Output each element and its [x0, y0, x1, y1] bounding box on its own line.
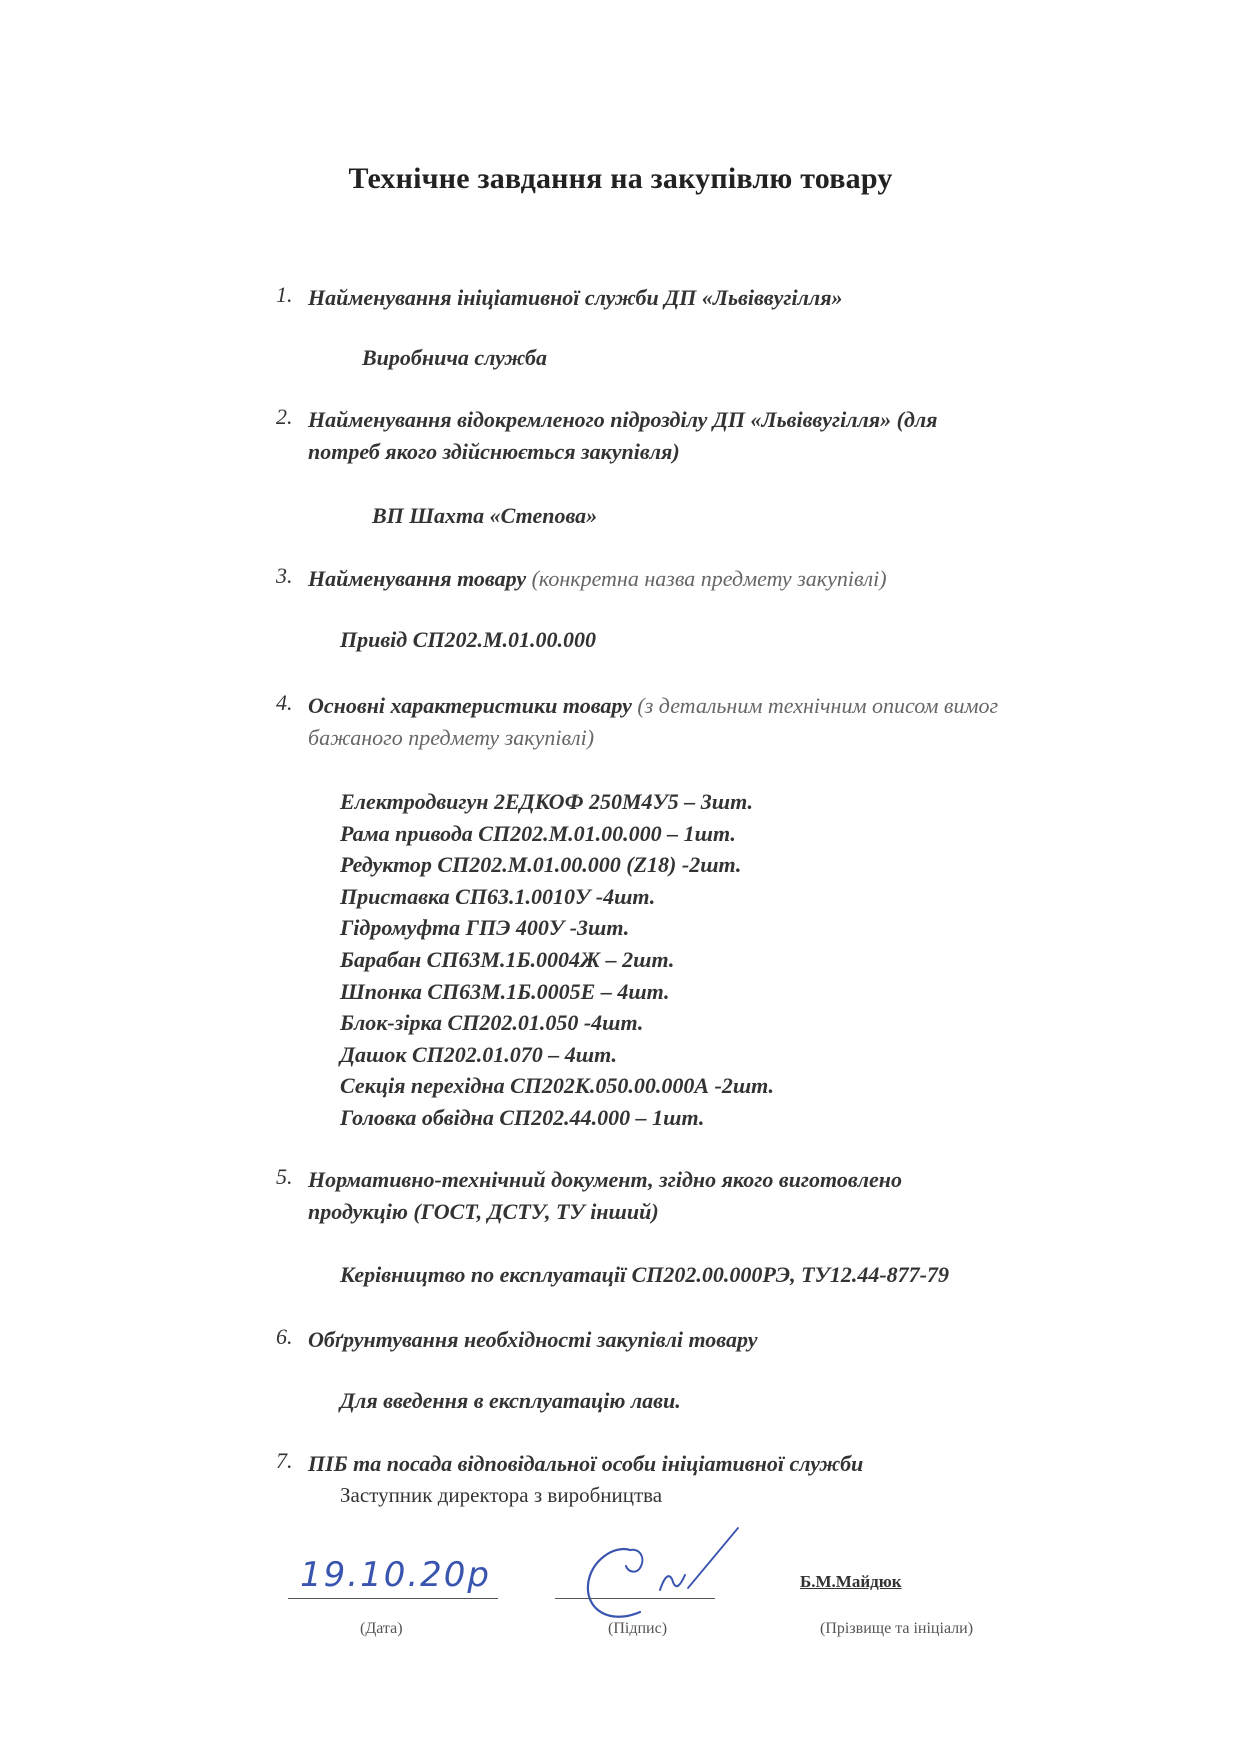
section-note-line-1: (з детальним технічним описом вимог — [637, 693, 999, 718]
document-title: Технічне завдання на закупівлю товару — [348, 162, 893, 195]
section-heading: Обґрунтування необхідності закупівлі товару — [308, 1327, 758, 1352]
section-heading-line-1: Найменування відокремленого підрозділу ДП «Львіввугілля» (для — [308, 407, 938, 432]
characteristics-list — [340, 786, 774, 1134]
signature-line — [555, 1598, 715, 1599]
section-4 — [276, 690, 1168, 754]
section-2-value: ВП Шахта «Степова» — [372, 503, 598, 528]
section-7 — [276, 1448, 1168, 1480]
signature-image — [570, 1520, 770, 1630]
section-note: (конкретна назва предмету закупівлі) — [531, 566, 887, 591]
list-item: Редуктор СП202.М.01.00.000 (Z18) -2шт. — [340, 852, 742, 878]
list-item: Секція перехідна СП202К.050.00.000А -2шт. — [340, 1073, 775, 1099]
date-line — [288, 1598, 498, 1599]
section-number: 6. — [276, 1324, 293, 1349]
list-item: Дашок СП202.01.070 – 4шт. — [340, 1041, 617, 1067]
section-number: 2. — [276, 404, 293, 429]
section-1 — [276, 282, 1168, 314]
name-caption: (Прізвище та ініціали) — [820, 1620, 974, 1637]
list-item: Гідромуфта ГПЭ 400У -3шт. — [340, 915, 630, 941]
section-heading: Найменування ініціативної служби ДП «Львіввугілля» — [308, 285, 843, 310]
section-heading-line-2: потреб якого здійснюється закупівля) — [308, 439, 680, 464]
section-number: 4. — [276, 690, 293, 715]
section-heading: ПІБ та посада відповідальної особи ініціативної служби — [308, 1451, 864, 1476]
list-item: Рама привода СП202.М.01.00.000 – 1шт. — [340, 820, 736, 846]
list-item: Шпонка СП63М.1Б.0005Е – 4шт. — [340, 978, 670, 1004]
section-6-value: Для введення в експлуатацію лави. — [340, 1388, 681, 1413]
section-5 — [276, 1164, 1168, 1228]
section-5-value: Керівництво по експлуатації СП202.00.000РЭ, ТУ12.44-877-79 — [340, 1262, 950, 1287]
signature-caption: (Підпис) — [608, 1620, 668, 1637]
section-heading-line-2: продукцію (ГОСТ, ДСТУ, ТУ інший) — [308, 1199, 659, 1224]
section-3 — [276, 563, 1168, 595]
handwritten-date: 19.10.20р — [300, 1555, 491, 1595]
section-number: 1. — [276, 282, 293, 307]
list-item: Блок-зірка СП202.01.050 -4шт. — [340, 1010, 644, 1036]
section-2 — [276, 404, 1168, 468]
list-item: Головка обвідна СП202.44.000 – 1шт. — [340, 1104, 705, 1130]
section-note-line-2: бажаного предмету закупівлі) — [308, 725, 595, 750]
list-item: Електродвигун 2ЕДКОФ 250М4У5 – 3шт. — [340, 789, 754, 814]
section-heading: Найменування товару — [308, 566, 527, 591]
section-number: 3. — [276, 563, 293, 588]
list-item: Приставка СП63.1.0010У -4шт. — [340, 883, 656, 909]
signer-name: Б.М.Майдюк — [800, 1572, 902, 1591]
list-item: Барабан СП63М.1Б.0004Ж – 2шт. — [340, 946, 675, 972]
responsible-position: Заступник директора з виробництва — [340, 1483, 663, 1507]
section-6 — [276, 1324, 1168, 1356]
section-number: 7. — [276, 1448, 293, 1473]
section-1-value: Виробнича служба — [362, 345, 548, 370]
section-number: 5. — [276, 1164, 293, 1189]
section-3-value: Привід СП202.М.01.00.000 — [340, 627, 597, 652]
date-caption: (Дата) — [360, 1620, 403, 1637]
section-heading: Основні характеристики товару — [308, 693, 632, 718]
section-heading-line-1: Нормативно-технічний документ, згідно якого виготовлено — [308, 1167, 902, 1192]
